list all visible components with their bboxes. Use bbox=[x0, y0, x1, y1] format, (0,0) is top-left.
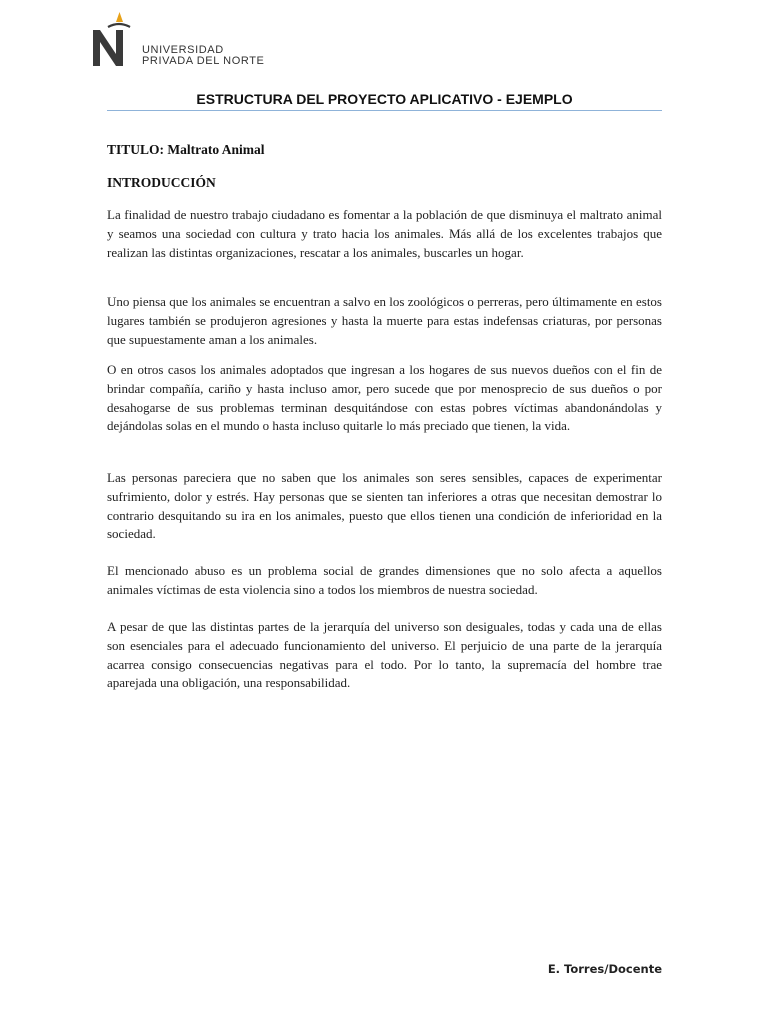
header-divider bbox=[107, 110, 662, 111]
university-name-line2: PRIVADA DEL NORTE bbox=[142, 55, 265, 67]
university-n-logo-icon bbox=[90, 8, 134, 72]
paragraph-5: El mencionado abuso es un problema social de grandes dimensiones que no solo afecta a aquellos animales víctimas de esta violencia sino a todos los miembros de nuestra sociedad. bbox=[107, 563, 662, 597]
paragraph-2: Uno piensa que los animales se encuentran a salvo en los zoológicos o perreras, pero últimamente en estos lugares también se produjeron agresiones y hasta la muerte para estas indefensas criaturas, por personas que supuestamente aman a los animales. bbox=[107, 294, 662, 347]
university-name bbox=[142, 45, 264, 67]
paragraph-4: Las personas pareciera que no saben que los animales son seres sensibles, capaces de experimentar sufrimiento, dolor y estrés. Hay personas que se sienten tan inferiores a otras que necesitan demostrar lo contrario desquitando su ira en los animales, puesto que ellos tienen una condición de inferioridad en la sociedad. bbox=[107, 470, 662, 542]
university-logo bbox=[90, 8, 280, 72]
footer-author: E. Torres/Docente bbox=[547, 962, 662, 976]
document-title: TITULO: Maltrato Animal bbox=[107, 142, 265, 157]
university-name-line1: UNIVERSIDAD bbox=[142, 44, 224, 56]
document-header-title: ESTRUCTURA DEL PROYECTO APLICATIVO - EJEMPLO bbox=[196, 91, 573, 107]
paragraph-6: A pesar de que las distintas partes de la jerarquía del universo son desiguales, todas y cada una de ellas son esenciales para el adecuado funcionamiento del universo. El perjuicio de una parte de la jerarquía acarrea consigo consecuencias negativas para el todo. Por lo tanto, la supremacía del hombre trae aparejada una obligación, una responsabilidad. bbox=[107, 619, 662, 691]
section-heading-introduccion: INTRODUCCIÓN bbox=[107, 175, 216, 190]
paragraph-3: O en otros casos los animales adoptados que ingresan a los hogares de sus nuevos dueños con el fin de brindar compañía, cariño y hasta incluso amor, pero sucede que por menosprecio de sus dueños o por desahogarse de sus problemas terminan desquitándose con estas pobres víctimas abandonándolas y dejándolas solas en el mundo o hasta incluso quitarle lo más preciado que tienen, la vida. bbox=[107, 362, 662, 434]
paragraph-1: La finalidad de nuestro trabajo ciudadano es fomentar a la población de que disminuya el maltrato animal y seamos una sociedad con cultura y trato hacia los animales. Más allá de los excelentes trabajos que realizan las distintas organizaciones, rescatar a los animales, buscarles un hogar. bbox=[107, 207, 662, 260]
